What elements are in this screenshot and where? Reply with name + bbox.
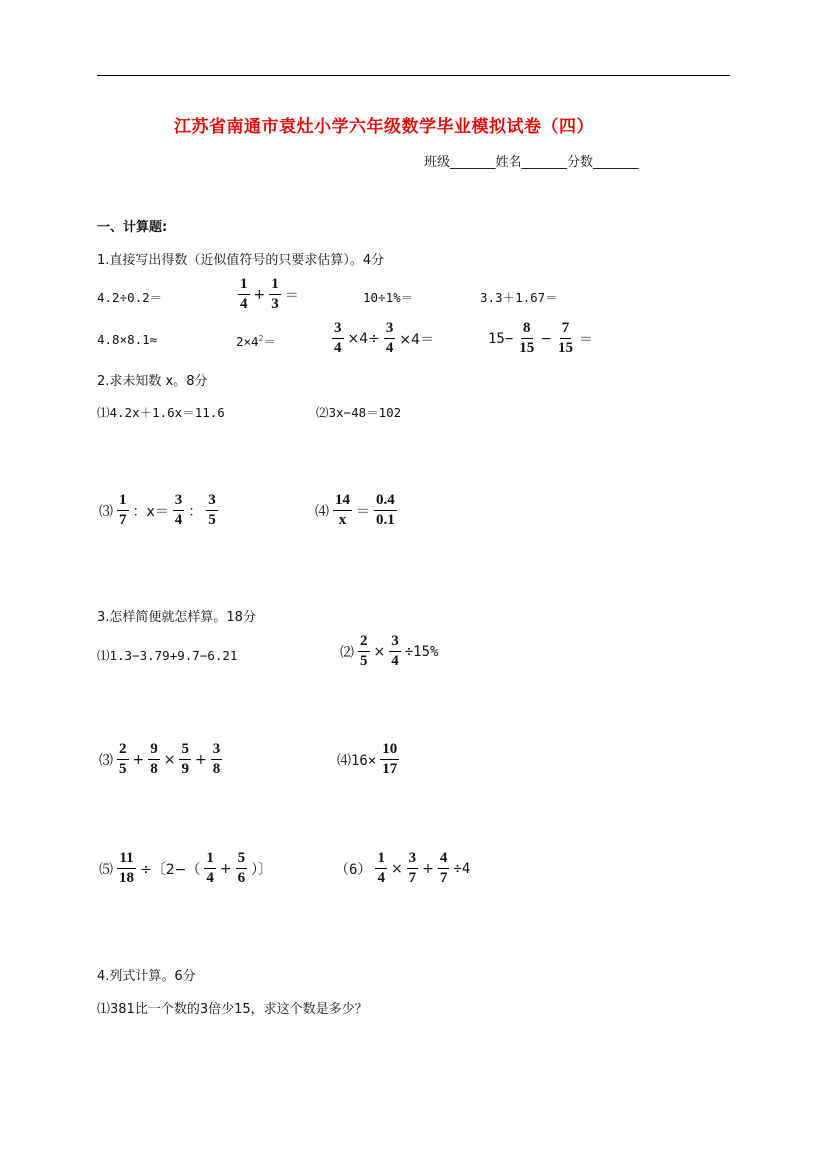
- fraction-numerator: 3: [173, 492, 185, 511]
- math-text: ÷4: [453, 860, 471, 877]
- q1-item-2: [236, 276, 301, 314]
- fraction-numerator: 3: [407, 850, 419, 869]
- fraction: [333, 492, 352, 530]
- fraction: [117, 850, 136, 888]
- math-text: ＝: [263, 334, 276, 349]
- fraction: [517, 320, 536, 358]
- fraction-denominator: 15: [519, 340, 535, 357]
- q2-item-1: ⑴4.2x＋1.6x＝11.6: [97, 405, 225, 420]
- fraction-numerator: 1: [204, 850, 216, 869]
- fraction-numerator: 9: [148, 741, 160, 760]
- fraction: [384, 320, 396, 358]
- q1-item-4: 3.3＋1.67＝: [480, 290, 558, 305]
- math-text: ⑷: [315, 503, 329, 520]
- fraction-numerator: 11: [117, 850, 135, 869]
- fraction-denominator: 4: [334, 340, 342, 357]
- math-text: ⑵: [340, 644, 354, 661]
- math-text: ）〕: [251, 861, 273, 878]
- fraction-denominator: 4: [391, 653, 399, 670]
- fraction: [407, 850, 419, 888]
- math-text: ＝: [284, 287, 299, 304]
- fraction: [204, 850, 216, 888]
- fraction-numerator: 1: [375, 850, 387, 869]
- fraction-numerator: 14: [333, 492, 352, 511]
- question-1-title: 1.直接写出得数（近似值符号的只要求估算）。4分: [97, 253, 385, 268]
- q2-item-3: [97, 492, 220, 530]
- math-text: ：: [188, 503, 203, 520]
- fraction-denominator: 0.1: [376, 512, 395, 529]
- q3-item-4: [335, 741, 401, 779]
- header-rule: [97, 75, 730, 76]
- q3-item-2: [338, 633, 440, 671]
- math-text: ⑶: [99, 503, 113, 520]
- q4-item-1: ⑴381比一个数的3倍少15，求这个数是多少？: [97, 1002, 368, 1017]
- question-2-title: 2.求未知数 x。8分: [97, 374, 208, 389]
- math-text: ×4＝: [399, 331, 435, 348]
- page-title: 江苏省南通市袁灶小学六年级数学毕业模拟试卷（四）: [174, 117, 594, 137]
- fraction-denominator: 18: [119, 870, 134, 887]
- student-info-line: 班级_______姓名_______分数_______: [424, 155, 639, 170]
- fraction: [206, 492, 218, 530]
- fraction: [269, 276, 281, 314]
- q1-item-1: 4.2÷0.2＝: [97, 290, 163, 305]
- fraction-denominator: 8: [150, 761, 158, 778]
- fraction-numerator: 5: [179, 741, 191, 760]
- math-text: +: [194, 751, 207, 768]
- math-text: ⑷16×: [337, 752, 377, 769]
- math-text: +: [132, 751, 145, 768]
- math-text: ÷〔2−（: [140, 861, 201, 878]
- fraction-numerator: 4: [438, 850, 450, 869]
- fraction-denominator: 3: [271, 296, 279, 313]
- fraction-numerator: 5: [236, 850, 248, 869]
- math-text: +: [219, 860, 232, 877]
- fraction-numerator: 1: [238, 276, 250, 295]
- q3-item-5: [97, 850, 274, 888]
- fraction: [556, 320, 575, 358]
- fraction-numerator: 3: [389, 633, 401, 652]
- section-heading: 一、计算题:: [97, 220, 168, 235]
- fraction-numerator: 10: [380, 741, 399, 760]
- fraction-denominator: 4: [385, 340, 394, 357]
- fraction-numerator: 2: [358, 633, 370, 652]
- fraction: [389, 633, 401, 671]
- math-text: ⑸: [99, 861, 113, 878]
- fraction-numerator: 2: [117, 741, 129, 760]
- fraction-denominator: 5: [360, 653, 368, 670]
- math-text: ÷15%: [404, 643, 439, 660]
- q3-item-6: [333, 850, 472, 888]
- fraction-denominator: 5: [208, 512, 216, 529]
- fraction: [117, 741, 129, 779]
- fraction-denominator: 5: [119, 761, 127, 778]
- fraction: [332, 320, 344, 358]
- q1-item-7: [330, 320, 436, 358]
- q2-item-2: ⑵3x−48＝102: [316, 405, 402, 420]
- q3-item-3: [97, 741, 224, 779]
- fraction-numerator: 0.4: [374, 492, 397, 511]
- fraction-numerator: 3: [211, 741, 223, 760]
- fraction-denominator: 4: [206, 870, 214, 887]
- question-4-title: 4.列式计算。6分: [97, 969, 196, 984]
- fraction-denominator: 6: [237, 870, 246, 887]
- fraction-denominator: 7: [119, 512, 127, 529]
- fraction-numerator: 3: [206, 492, 218, 511]
- fraction-numerator: 3: [332, 320, 344, 339]
- q1-item-8: [486, 320, 595, 358]
- q1-item-5: 4.8×8.1≈: [97, 332, 158, 347]
- math-text: ：x＝: [132, 503, 169, 520]
- fraction-numerator: 7: [560, 320, 572, 339]
- math-text: −: [540, 330, 553, 347]
- math-text: ＝: [579, 331, 594, 348]
- math-text: ×: [373, 643, 386, 660]
- fraction-numerator: 1: [117, 492, 129, 511]
- fraction-denominator: 9: [181, 761, 189, 778]
- fraction: [236, 850, 248, 888]
- fraction: [179, 741, 191, 779]
- fraction: [374, 492, 397, 530]
- q3-item-1: ⑴1.3−3.79+9.7−6.21: [97, 648, 238, 663]
- fraction-denominator: 15: [558, 340, 574, 357]
- fraction-denominator: 17: [382, 761, 398, 778]
- math-text: ×: [163, 751, 176, 768]
- fraction: [380, 741, 399, 779]
- fraction-denominator: 4: [377, 870, 385, 887]
- fraction-numerator: 8: [521, 320, 533, 339]
- math-text: ×: [390, 860, 403, 877]
- q2-item-4: [313, 492, 399, 530]
- fraction-denominator: x: [338, 512, 347, 529]
- fraction: [438, 850, 450, 888]
- fraction-denominator: 8: [212, 761, 221, 778]
- fraction: [375, 850, 387, 888]
- fraction-denominator: 7: [408, 870, 417, 887]
- q1-item-6: [236, 332, 276, 350]
- math-text: ×4÷: [347, 330, 380, 347]
- q1-item-3: 10÷1%＝: [363, 290, 414, 305]
- math-text: ⑶: [99, 752, 113, 769]
- fraction: [173, 492, 185, 530]
- fraction-numerator: 3: [384, 320, 396, 339]
- fraction: [211, 741, 223, 779]
- fraction-denominator: 4: [240, 296, 248, 313]
- fraction: [238, 276, 250, 314]
- math-text: （6）: [335, 861, 372, 878]
- fraction-numerator: 1: [269, 276, 281, 295]
- fraction-denominator: 7: [439, 870, 448, 887]
- question-3-title: 3.怎样简便就怎样算。18分: [97, 610, 256, 625]
- math-text: 15−: [488, 330, 514, 347]
- math-text: 2×4: [236, 334, 259, 349]
- math-text: +: [253, 286, 266, 303]
- math-text: ＝: [356, 503, 370, 520]
- math-text: +: [422, 860, 434, 877]
- fraction: [117, 492, 129, 530]
- fraction-denominator: 4: [174, 512, 183, 529]
- fraction: [148, 741, 160, 779]
- fraction: [358, 633, 370, 671]
- exponent: 2: [258, 333, 264, 343]
